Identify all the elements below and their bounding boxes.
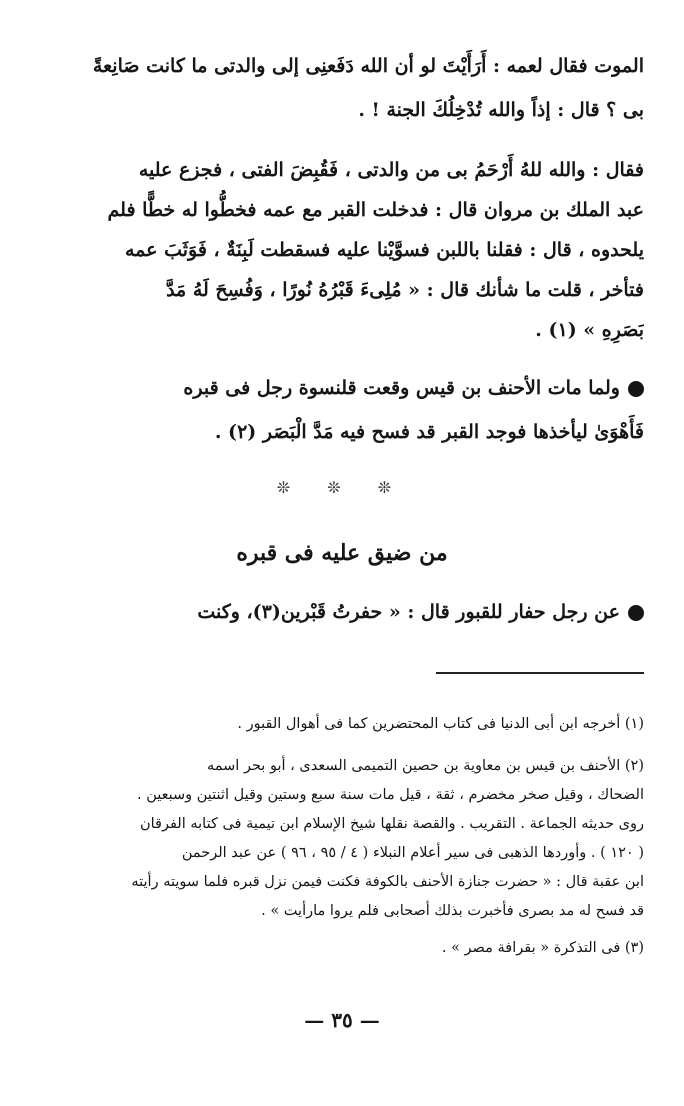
text-line-content: عن رجل حفار للقبور قال : « حفرتُ قَبْرين(٣)، وكنت: [197, 601, 620, 623]
footnote-line: ابن عقبة قال : « حضرت جنازة الأحنف بالكوفة فكنت فيمن نزل قبره فلما سويته رأيته: [131, 874, 644, 890]
paragraph-3: [86, 366, 644, 454]
paragraph-1: [86, 44, 644, 132]
footnote-separator: [436, 672, 644, 674]
footnote-line: الضحاك ، وقيل صخر مخضرم ، ثقة ، قيل مات سنة سبع وستين وقيل اثنتين وسبعين .: [137, 787, 644, 803]
text-line: [86, 592, 644, 632]
paragraph-4: [86, 592, 644, 632]
footnote-line: (٢) الأحنف بن قيس بن معاوية بن حصين التميمى السعدى ، أبو بحر اسمه: [207, 758, 644, 774]
text-line: عبد الملك بن مروان قال : فدخلت القبر مع عمه فخطُّوا له خطًّا فلم: [107, 199, 644, 221]
footnote-3: [86, 934, 644, 963]
paragraph-2: [86, 150, 644, 350]
text-line: يلحدوه ، قال : فقلنا باللبن فسوَّيْنا عليه فسقطت لَبِنَةٌ ، فَوَثَبَ عمه: [124, 239, 644, 261]
text-line: بَصَرِهِ » (١) .: [535, 319, 644, 341]
bullet-icon: [628, 605, 644, 621]
footnote-line: ( ١٢٠ ) . وأوردها الذهبى فى سير أعلام النبلاء ( ٤ / ٩٥ ، ٩٦ ) عن عبد الرحمن: [181, 845, 644, 861]
text-line: فقال : والله للهُ أَرْحَمُ بى من والدتى ، فَقُبِضَ الفتى ، فجزع عليه: [138, 159, 644, 181]
footnote-2: [86, 752, 644, 926]
section-divider-stars: ❊ ❊ ❊: [276, 478, 408, 497]
text-line: بى ؟ قال : إذاً والله تُدْخِلُكَ الجنة ! .: [358, 99, 644, 121]
page-number: — ٣٥ —: [304, 1008, 380, 1032]
footnote-line: قد فسح له مد بصرى فأخبرت بذلك أصحابى فلم يروا مارأيت » .: [261, 903, 644, 919]
text-line: [86, 366, 644, 410]
text-line: فَأَهْوَىٰ ليأخذها فوجد القبر قد فسح فيه مَدَّ الْبَصَر (٢) .: [214, 421, 644, 443]
text-line-content: ولما مات الأحنف بن قيس وقعت قلنسوة رجل فى قبره: [183, 377, 620, 399]
text-line: الموت فقال لعمه : أَرَأَيْتَ لو أن الله دَفَعنِى إلى والدتى ما كانت صَانِعةً: [92, 55, 644, 77]
footnote-line: روى حديثه الجماعة . التقريب . والقصة نقلها شيخ الإسلام ابن تيمية فى كتابه الفرقان: [139, 816, 644, 832]
footnote-line: (١) أخرجه ابن أبى الدنيا فى كتاب المحتضرين كما فى أهوال القبور .: [237, 716, 644, 732]
bullet-icon: [628, 381, 644, 397]
footnote-1: [86, 710, 644, 739]
section-heading: من ضيق عليه فى قبره: [236, 540, 448, 566]
text-line: فتأخر ، قلت ما شأنك قال : « مُلِىءَ قَبْرُهُ نُورًا ، وَفُسِحَ لَهُ مَدَّ: [166, 279, 644, 301]
footnote-line: (٣) فى التذكرة « بقرافة مصر » .: [441, 940, 644, 956]
